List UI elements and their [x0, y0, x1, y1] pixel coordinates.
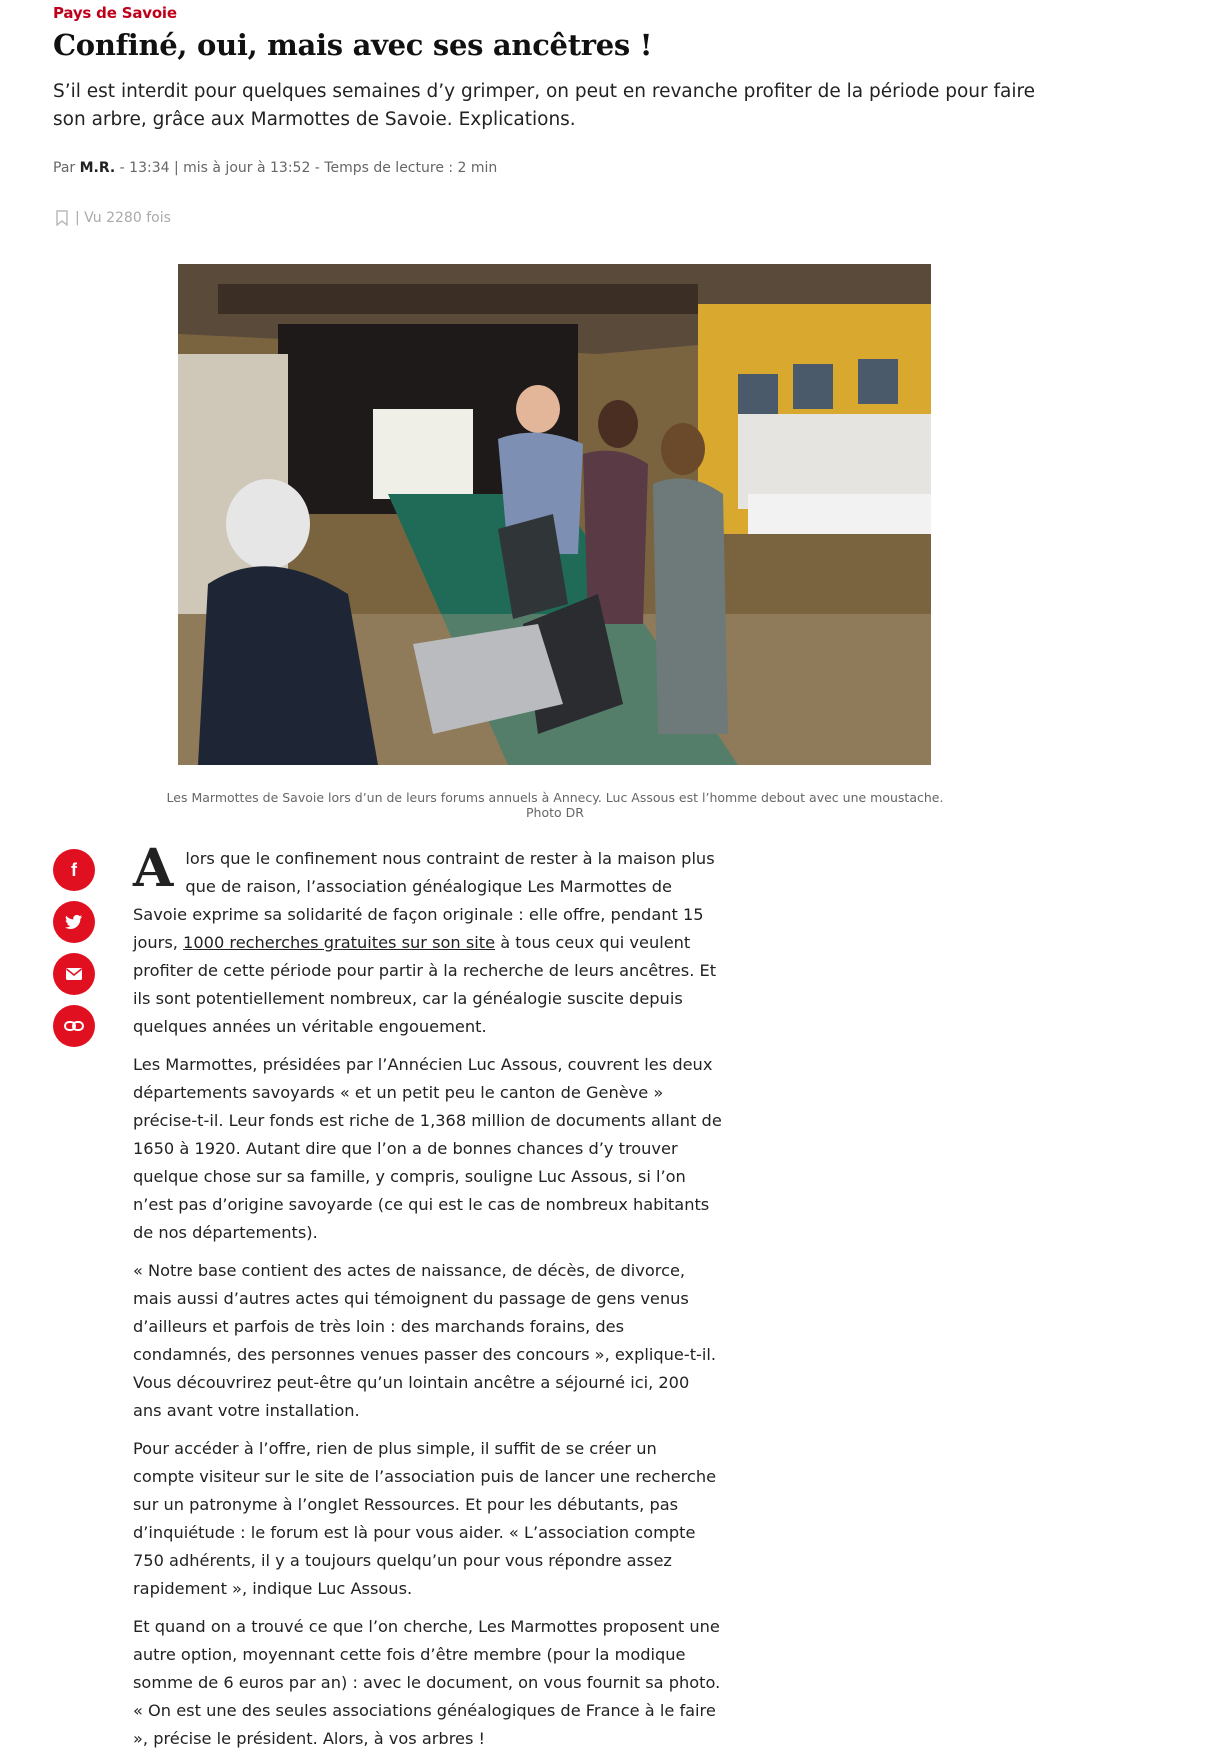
byline-sep: -: [115, 160, 130, 176]
link-icon: [64, 1020, 84, 1032]
paragraph-3: « Notre base contient des actes de naissance, de décès, de divorce, mais aussi d’autres actes qui témoignent du passage de gens venus d’ailleurs et parfois de très loin : des marchands forains, des condamnés, des personnes venues passer des concours », explique-t-il. Vous découvrirez peut-être qu’un lointain ancêtre a séjourné ici, 200 ans avant votre installation.: [133, 1261, 717, 1420]
section-label[interactable]: Pays de Savoie: [53, 4, 177, 22]
bookmark-icon[interactable]: [55, 210, 69, 226]
paragraph-4: Pour accéder à l’offre, rien de plus simple, il suffit de se créer un compte visiteur sur le site de l’association puis de lancer une recherche sur un patronyme à l’onglet Ressources. Et pour les débutants, pas d’inquiétude : le forum est là pour vous aider. « L’association compte 750 adhérents, il y a toujours quelqu’un pour vous répondre assez rapidement », indique Luc Assous.: [133, 1439, 717, 1598]
share-bar: [53, 849, 95, 1057]
paragraph-1-text-b: à tous ceux qui veulent profiter de cette période pour partir à la recherche de leurs ancêtres. Et ils sont potentiellement nombreux, car la généalogie suscite depuis quelques années un véritable engouement.: [133, 933, 717, 1036]
photo-caption: Les Marmottes de Savoie lors d’un de leurs forums annuels à Annecy. Luc Assous est l’homme debout avec une moustache. Photo DR: [166, 790, 944, 820]
author-name[interactable]: M.R.: [79, 160, 116, 176]
byline-time: 13:34 | mis à jour à 13:52 - Temps de lecture : 2 min: [129, 160, 498, 176]
view-count: | Vu 2280 fois: [75, 210, 171, 226]
paragraph-5: Et quand on a trouvé ce que l’on cherche, Les Marmottes proposent une autre option, moyennant cette fois d’être membre (pour la modique somme de 6 euros par an) : avec le document, on vous fournit sa photo. « On est une des seules associations généalogiques de France à le faire », précise le président. Alors, à vos arbres !: [133, 1617, 721, 1748]
byline-prefix: Par: [53, 160, 76, 176]
free-searches-link[interactable]: 1000 recherches gratuites sur son site: [183, 933, 496, 952]
share-twitter-button[interactable]: [53, 901, 95, 943]
article-title: Confiné, oui, mais avec ses ancêtres !: [53, 28, 653, 62]
paragraph-1-text-a: lors que le confinement nous contraint de rester à la maison plus que de raison, l’association généalogique Les Marmottes de Savoie exprime sa solidarité de façon originale : elle offre, pendant 15 jours,: [133, 849, 715, 952]
article-meta: [55, 210, 171, 226]
article-photo: [178, 264, 931, 765]
dropcap: A: [133, 838, 174, 899]
article-chapo: S’il est interdit pour quelques semaines d’y grimper, on peut en revanche profiter de la période pour faire son arbre, grâce aux Marmottes de Savoie. Explications.: [53, 81, 1036, 130]
paragraph-1: [133, 838, 723, 1041]
share-link-button[interactable]: [53, 1005, 95, 1047]
article-body: [133, 838, 723, 1763]
share-facebook-button[interactable]: [53, 849, 95, 891]
share-email-button[interactable]: [53, 953, 95, 995]
twitter-icon: [65, 915, 83, 930]
facebook-icon: f: [71, 859, 77, 880]
paragraph-2: Les Marmottes, présidées par l’Annécien Luc Assous, couvrent les deux départements savoyards « et un petit peu le canton de Genève » précise-t-il. Leur fonds est riche de 1,368 million de documents allant de 1650 à 1920. Autant dire que l’on a de bonnes chances d’y trouver quelque chose sur sa famille, y compris, souligne Luc Assous, si l’on n’est pas d’origine savoyarde (ce qui est le cas de nombreux habitants de nos départements).: [133, 1055, 722, 1242]
byline: [53, 160, 497, 176]
email-icon: [66, 968, 82, 980]
